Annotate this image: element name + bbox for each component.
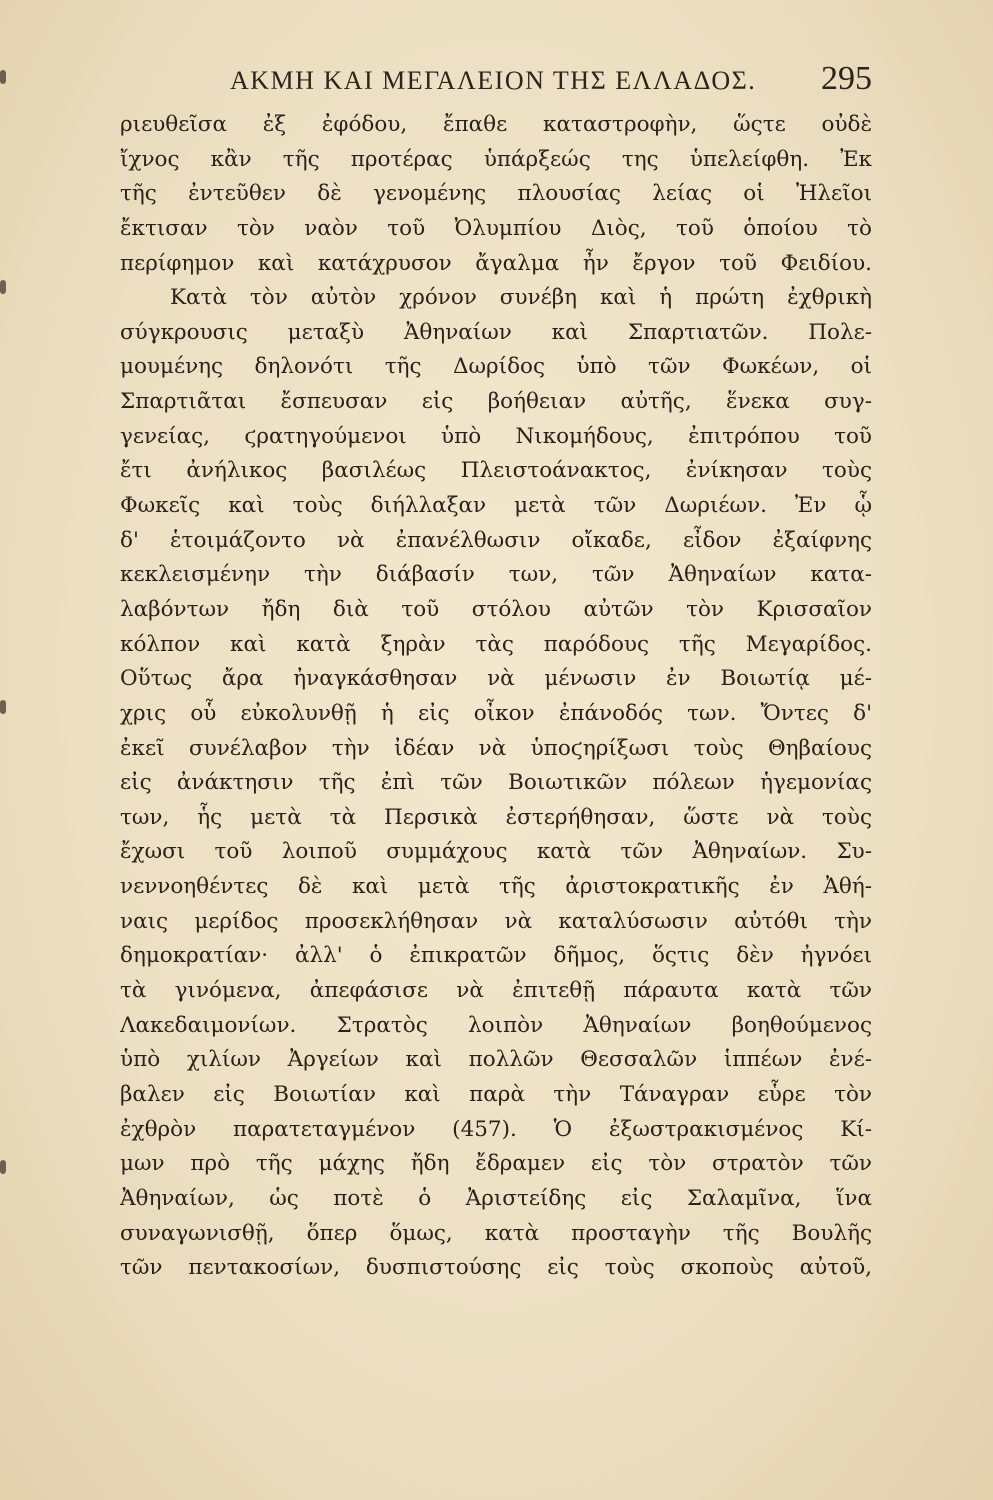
text-line: λαβόντων ἤδη διὰ τοῦ στόλου αὐτῶν τὸν Κρισσαῖον	[120, 596, 872, 622]
running-header	[120, 62, 872, 106]
text-line: νεννοηθέντες δὲ καὶ μετὰ τῆς ἀριστοκρατικῆς ἐν Ἀθή-	[120, 874, 872, 900]
margin-binding-mark	[0, 1160, 6, 1174]
text-line: γενείας, ϛρατηγούμενοι ὑπὸ Νικομήδους, ἐπιτρόπου τοῦ	[120, 423, 872, 449]
text-line: εἰς ἀνάκτησιν τῆς ἐπὶ τῶν Βοιωτικῶν πόλεων ἡγεμονίας	[120, 770, 872, 796]
text-line: ριευθεῖσα ἐξ ἐφόδου, ἔπαθε καταστροφὴν, ὥςτε οὐδὲ	[120, 112, 872, 137]
text-line: σύγκρουσις μεταξὺ Ἀθηναίων καὶ Σπαρτιατῶν. Πολε-	[120, 319, 872, 345]
text-line: Λακεδαιμονίων. Στρατὸς λοιπὸν Ἀθηναίων βοηθούμενος	[120, 1012, 872, 1038]
text-line: των, ἧς μετὰ τὰ Περσικὰ ἐστερήθησαν, ὥστε νὰ τοὺς	[120, 804, 872, 830]
text-line: περίφημον καὶ κατάχρυσον ἄγαλμα ἦν ἔργον τοῦ Φειδίου.	[120, 250, 872, 276]
text-line: βαλεν εἰς Βοιωτίαν καὶ παρὰ τὴν Τάναγραν εὗρε τὸν	[120, 1081, 872, 1107]
text-line: μουμένης δηλονότι τῆς Δωρίδος ὑπὸ τῶν Φωκέων, οἱ	[120, 354, 872, 380]
text-line: ναις μερίδος προσεκλήθησαν νὰ καταλύσωσιν αὐτόθι τὴν	[120, 908, 872, 934]
text-line: μων πρὸ τῆς μάχης ἤδη ἔδραμεν εἰς τὸν στρατὸν τῶν	[120, 1151, 872, 1177]
paragraph-start-line: Κατὰ τὸν αὐτὸν χρόνον συνέβη καὶ ἡ πρώτη ἐχθρικὴ	[170, 285, 872, 311]
text-line: Φωκεῖς καὶ τοὺς διήλλαξαν μετὰ τῶν Δωριέων. Ἐν ᾧ	[120, 493, 872, 519]
margin-binding-mark	[0, 70, 6, 84]
margin-binding-mark	[0, 700, 6, 714]
text-line: τῆς ἐντεῦθεν δὲ γενομένης πλουσίας λείας οἱ Ἠλεῖοι	[120, 181, 872, 207]
text-line: τὰ γινόμενα, ἀπεφάσισε νὰ ἐπιτεθῇ πάραυτα κατὰ τῶν	[120, 978, 872, 1004]
text-line: Σπαρτιᾶται ἔσπευσαν εἰς βοήθειαν αὐτῆς, ἕνεκα συγ-	[120, 389, 872, 415]
text-line: ἐχθρὸν παρατεταγμένον (457). Ὁ ἐξωστρακισμένος Κί-	[120, 1116, 872, 1142]
text-line: δ' ἑτοιμάζοντο νὰ ἐπανέλθωσιν οἴκαδε, εἶδον ἐξαίφνης	[120, 527, 872, 553]
text-line: ἔχωσι τοῦ λοιποῦ συμμάχους κατὰ τῶν Ἀθηναίων. Συ-	[120, 839, 872, 865]
text-line: Ἀθηναίων, ὡς ποτὲ ὁ Ἀριστείδης εἰς Σαλαμῖνα, ἵνα	[120, 1185, 872, 1211]
text-line: ἔκτισαν τὸν ναὸν τοῦ Ὀλυμπίου Διὸς, τοῦ ὁποίου τὸ	[120, 215, 872, 241]
text-line: ἔτι ἀνήλικος βασιλέως Πλειστοάνακτος, ἐνίκησαν τοὺς	[120, 458, 872, 484]
page-number: 295	[821, 60, 872, 97]
text-line: ἴχνος κἂν τῆς προτέρας ὑπάρξεώς της ὑπελείφθη. Ἐκ	[120, 146, 872, 172]
text-line: τῶν πεντακοσίων, δυσπιστούσης εἰς τοὺς σκοποὺς αὐτοῦ,	[120, 1255, 872, 1281]
text-line: ὑπὸ χιλίων Ἀργείων καὶ πολλῶν Θεσσαλῶν ἱππέων ἐνέ-	[120, 1047, 872, 1073]
text-line: χρις οὗ εὐκολυνθῇ ἡ εἰς οἶκον ἐπάνοδός των. Ὄντες δ'	[120, 700, 872, 726]
margin-binding-mark	[0, 280, 6, 294]
text-line: ἐκεῖ συνέλαβον τὴν ἰδέαν νὰ ὑποϛηρίξωσι τοὺς Θηβαίους	[120, 735, 872, 761]
text-line: Οὕτως ἄρα ἠναγκάσθησαν νὰ μένωσιν ἐν Βοιωτίᾳ μέ-	[120, 666, 872, 692]
text-line: κόλπον καὶ κατὰ ξηρὰν τὰς παρόδους τῆς Μεγαρίδος.	[120, 631, 872, 657]
text-line: συναγωνισθῇ, ὅπερ ὅμως, κατὰ προσταγὴν τῆς Βουλῆς	[120, 1220, 872, 1246]
text-line: δημοκρατίαν· ἀλλ' ὁ ἐπικρατῶν δῆμος, ὅςτις δὲν ἠγνόει	[120, 943, 872, 969]
body-text	[120, 108, 872, 1286]
running-title: ΑΚΜΗ ΚΑΙ ΜΕΓΑΛΕΙΟΝ ΤΗΣ ΕΛΛΑΔΟΣ.	[230, 66, 757, 95]
text-line: κεκλεισμένην τὴν διάβασίν των, τῶν Ἀθηναίων κατα-	[120, 562, 872, 588]
